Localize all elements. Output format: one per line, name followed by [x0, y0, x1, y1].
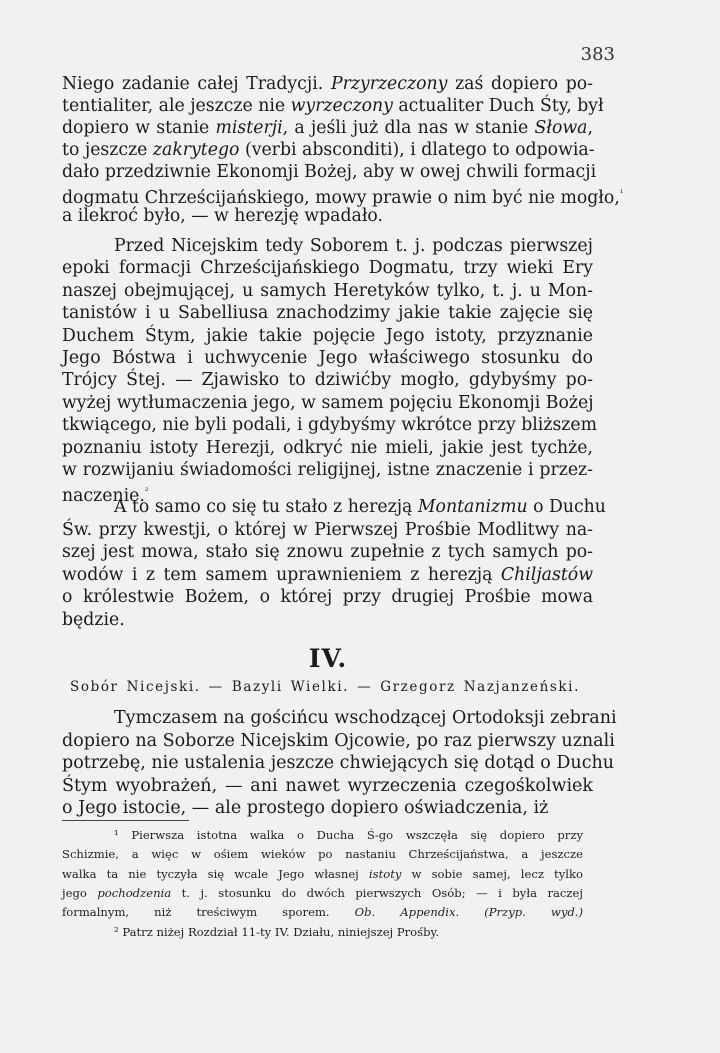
text-run: wodów i z tem samem uprawnieniem z herezją [62, 564, 501, 585]
footnotes-line [62, 884, 583, 903]
text-run: będzie. [62, 609, 125, 630]
paragraph1-line [62, 139, 593, 161]
text-run: ² [144, 487, 149, 498]
paragraph2-line [62, 459, 593, 481]
paragraph1-line [62, 205, 593, 227]
paragraph2-line [62, 392, 593, 414]
paragraph4-line [114, 707, 617, 729]
text-run: poznaniu istoty Herezji, odkryć nie mieli, jakie jest tychże, [62, 437, 593, 458]
paragraph2-line [62, 414, 598, 436]
paragraph4-line [62, 752, 615, 774]
text-run: zakrytego [152, 140, 240, 160]
text-run: actualiter Duch Śty, był [392, 96, 604, 116]
text-run: w rozwijaniu świadomości religijnej, istne znaczenie i przez- [62, 460, 593, 480]
text-run: o Jego istocie, — ale prostego dopiero oświadczenia, iż [62, 798, 549, 818]
footnotes-line [62, 903, 583, 922]
text-run: potrzebę, nie ustalenia jeszcze chwiejących się dotąd o Duchu [62, 753, 615, 773]
text-run: o królestwie Bożem, o której przy drugiej Prośbie mowa [62, 587, 593, 607]
text-run: ¹ Pierwsza istotna walka o Ducha Ś-go wszczęła się dopiero przy [114, 828, 583, 842]
text-run: Słowa [534, 118, 588, 138]
text-run: Przyrzeczony [330, 74, 448, 94]
text-run: szej jest mowa, stało się znowu zupełnie z tych samych po- [62, 542, 593, 562]
text-run: Przed Nicejskim tedy Soborem t. j. podczas pierwszej [114, 236, 593, 256]
text-run: Duchem Śtym, jakie takie pojęcie Jego istoty, przyznanie [62, 325, 593, 346]
paragraph2-line [62, 302, 593, 324]
text-run: , [587, 118, 593, 138]
text-run: wyrzeczony [290, 96, 393, 116]
text-run: jego [62, 885, 98, 900]
footnote-rule [62, 820, 189, 821]
text-run: dopiero na Soborze Nicejskim Ojcowie, po raz pierwszy uznali [62, 730, 615, 751]
text-run: Tymczasem na gościńcu wschodzącej Ortodoksji zebrani [114, 708, 617, 728]
page-number: 383 [580, 44, 615, 65]
paragraph3-line [62, 609, 593, 631]
text-run: Schizmie, a więc w ośiem wieków po nastaniu Chrześcijaństwa, a jeszcze [62, 847, 583, 862]
footnotes-line [114, 826, 583, 845]
paragraph2-line [62, 437, 593, 459]
text-run: naszej obejmującej, u samych Heretyków tylko, t. j. u Mon- [62, 280, 593, 301]
text-run: Śtym wyobrażeń, — ani nawet wyrzeczenia czegośkolwiek [62, 775, 593, 796]
text-run: wyżej wytłumaczenia jego, w samem pojęciu Ekonomji Bożej [62, 392, 594, 413]
text-run: Trójcy Śtej. — Zjawisko to dziwićby mogło, gdybyśmy po- [62, 370, 593, 391]
text-run: dało przedziwnie Ekonomji Bożej, aby w owej chwili formacji [62, 162, 597, 182]
paragraph3-line [62, 586, 593, 608]
text-run: (verbi absconditi), i dlatego to odpowia- [239, 140, 595, 160]
text-run: naczenie. [62, 486, 145, 507]
paragraph4-line [62, 775, 593, 797]
paragraph3-line [62, 564, 593, 586]
paragraph1-line [62, 95, 604, 117]
text-run: pochodzenia [97, 885, 172, 900]
footnotes-line [114, 923, 583, 942]
text-run: A to samo co się tu stało z herezją [114, 497, 418, 517]
text-run: istoty [368, 866, 402, 881]
text-run: Chiljastów [500, 564, 593, 585]
paragraph3-line [114, 496, 606, 518]
text-run: misterji [215, 118, 283, 138]
section-heading: IV. [308, 644, 348, 673]
paragraph2-line [114, 235, 593, 257]
paragraph2-line [62, 369, 593, 391]
text-run: to jeszcze [62, 140, 153, 160]
text-run: ² Patrz niżej Rozdział 11-ty IV. Działu, niniejszej Prośby. [114, 924, 440, 939]
paragraph1-line [62, 117, 593, 139]
paragraph2-line [62, 280, 593, 302]
text-run: tanistów i u Sabelliusa znachodzimy jakie takie zajęcie się [62, 303, 593, 324]
text-run: walka ta nie tyczyła się wcale Jego własnej [62, 866, 369, 881]
text-run: Św. przy kwestji, o której w Pierwszej Prośbie Modlitwy na- [62, 519, 593, 540]
paragraph1-line [62, 73, 593, 95]
text-run: Ob. Appendix. (Przyp. wyd.) [354, 905, 583, 920]
text-run: Niego zadanie całej Tradycji. [62, 74, 331, 94]
text-run: t. j. stosunku do dwóch pierwszych Osób; — i była raczej [171, 885, 583, 900]
text-run: tkwiącego, nie byli podali, i gdybyśmy wkrótce przy bliższem [62, 415, 598, 436]
text-run: epoki formacji Chrześcijańskiego Dogmatu, trzy wieki Ery [62, 258, 593, 279]
paragraph2-line [62, 325, 593, 347]
text-run: w sobie samej, lecz tylko [401, 866, 583, 881]
paragraph4-line [62, 797, 593, 819]
text-run: zaś dopiero po- [447, 74, 593, 94]
text-run: ¹ [619, 189, 624, 199]
text-run: Montanizmu [417, 497, 528, 517]
text-run: formalnym, niż treściwym sporem. [62, 905, 355, 920]
text-run: o Duchu [527, 497, 606, 517]
text-run: tentialiter, ale jeszcze nie [62, 96, 291, 116]
paragraph2-line [62, 347, 593, 369]
paragraph4-line [62, 730, 615, 752]
footnotes-line [62, 865, 583, 884]
section-subtitle: Sobór Nicejski. — Bazyli Wielki. — Grzegorz Nazjanzeński. [70, 679, 580, 695]
paragraph2-line [62, 257, 593, 279]
paragraph1-line [62, 161, 597, 183]
text-run: Jego Bóstwa i uchwycenie Jego właściwego stosunku do [62, 348, 593, 368]
text-run: dopiero w stanie [62, 118, 216, 138]
footnotes-line [62, 845, 583, 864]
paragraph3-line [62, 519, 593, 541]
paragraph3-line [62, 541, 593, 563]
text-run: , a jeśli już dla nas w stanie [282, 118, 535, 138]
text-run: a ilekroć było, — w herezję wpadało. [62, 206, 384, 226]
text-run: dogmatu Chrześcijańskiego, mowy prawie o nim być nie mogło, [62, 187, 620, 208]
